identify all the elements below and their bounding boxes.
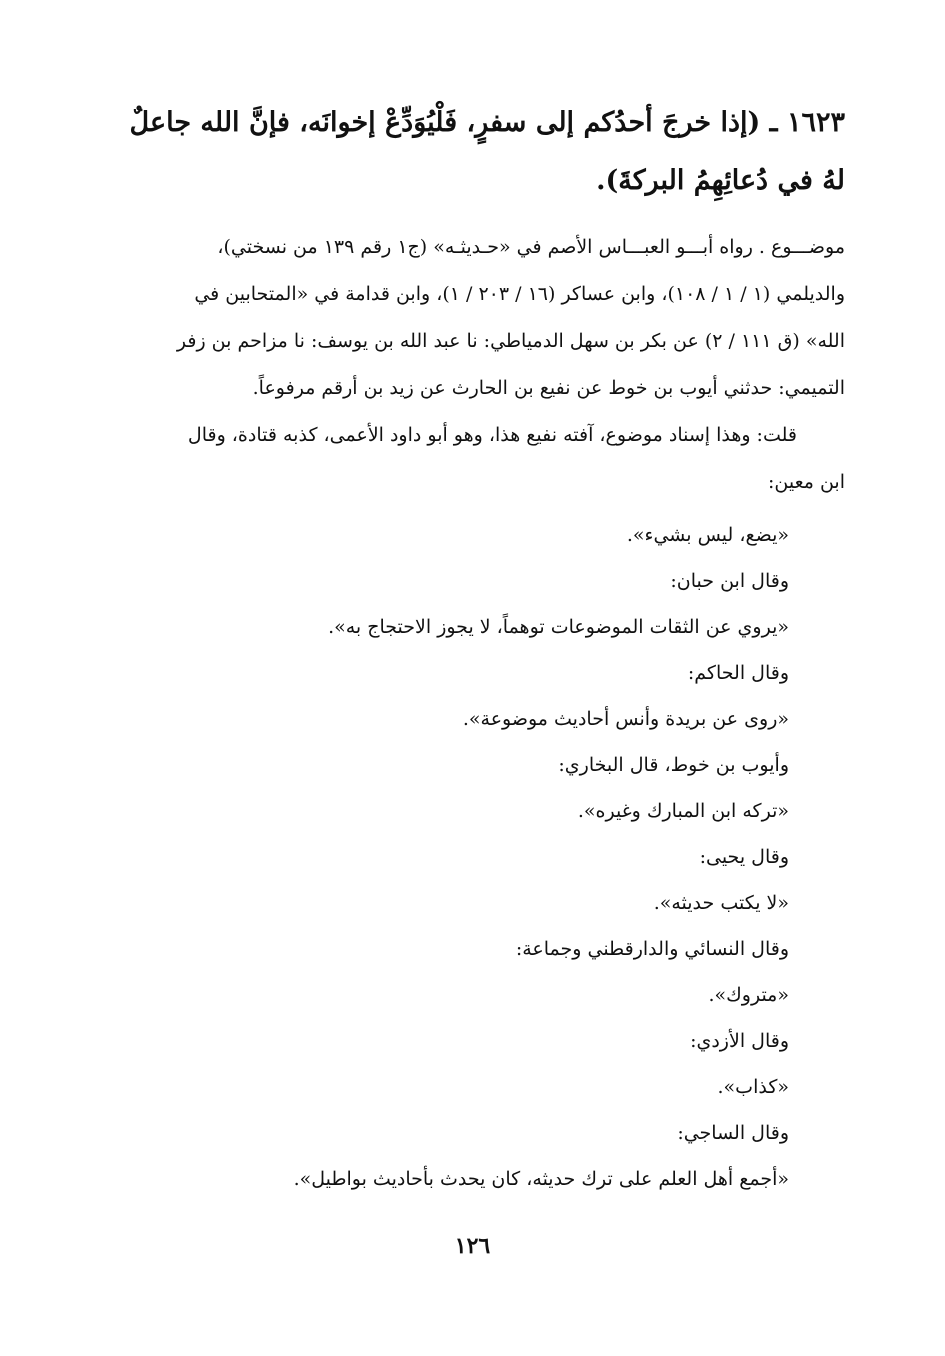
quote-line: «كذاب». [717, 1076, 789, 1098]
hadith-heading-line-2: لهُ في دُعائِهِمُ البركةَ). [596, 165, 845, 196]
quote-line: «لا يكتب حديثه». [653, 892, 789, 914]
quote-line: «يروي عن الثقات الموضوعات توهماً، لا يجوز الاحتجاج به». [328, 616, 789, 638]
speaker-line: وقال الأزدي: [690, 1030, 789, 1052]
commentary-line-1: قلت: وهذا إسناد موضوع، آفته نفيع هذا، وهو أبو داود الأعمى، كذبه قتادة، وقال [187, 424, 797, 446]
quote-line: «أجمع أهل العلم على ترك حديثه، كان يحدث بأحاديث بواطيل». [293, 1168, 789, 1190]
takhrij-line-1: موضـــوع . رواه أبـــو العبـــاس الأصم في «حـديثـه» (ج١ رقم ١٣٩ من نسختي)، [217, 236, 845, 258]
quote-line: «متروك». [708, 984, 789, 1006]
quote-line: «تركه ابن المبارك وغيره». [577, 800, 789, 822]
commentary-paragraph [97, 412, 845, 506]
takhrij-line-3: الله» (ق ١١١ / ٢) عن بكر بن سهل الدمياطي: نا عبد الله بن يوسف: نا مزاحم بن زفر [176, 330, 845, 352]
narrator-criticism-list [149, 512, 789, 1202]
speaker-line: وقال الساجي: [677, 1122, 789, 1144]
takhrij-paragraph [97, 224, 845, 412]
speaker-line: وقال الحاكم: [687, 662, 789, 684]
speaker-line: وأيوب بن خوط، قال البخاري: [558, 754, 789, 776]
hadith-heading-line-1: ١٦٢٣ ـ (إذا خرجَ أحدُكم إلى سفرٍ، فَلْيُوَدِّعْ إخوانَه، فإنَّ الله جاعلٌ [129, 107, 845, 138]
page-number: ١٢٦ [454, 1233, 491, 1259]
quote-line: «يضع، ليس بشيء». [626, 524, 789, 546]
speaker-line: وقال ابن حبان: [670, 570, 789, 592]
speaker-line: وقال يحيى: [699, 846, 789, 868]
commentary-line-2: ابن معين: [767, 471, 845, 493]
hadith-heading [97, 94, 845, 210]
takhrij-line-2: والديلمي (١ / ١ / ١٠٨)، وابن عساكر (١٦ / ٢٠٣ / ١)، وابن قدامة في «المتحابين في [194, 283, 845, 305]
takhrij-line-4: التميمي: حدثني أيوب بن خوط عن نفيع بن الحارث عن زيد بن أرقم مرفوعاً. [252, 377, 845, 399]
speaker-line: وقال النسائي والدارقطني وجماعة: [515, 938, 789, 960]
quote-line: «روى عن بريدة وأنس أحاديث موضوعة». [462, 708, 789, 730]
